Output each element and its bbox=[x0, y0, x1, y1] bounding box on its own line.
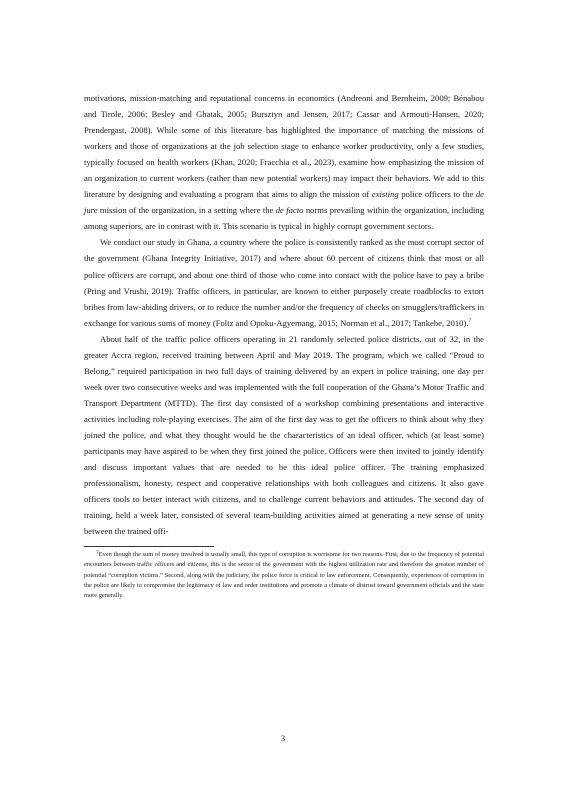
footnote-rule bbox=[84, 546, 214, 547]
footnote-number: 7 bbox=[96, 550, 99, 557]
paragraph-3: About half of the traffic police officers operating in 21 randomly selected police districts, out of 32, in the greater Accra region, received training between April and May 2019. The program, which we called “Proud to Belong,” required participation in two full days of training delivered by an expert in police training, one day per week over two consecutive weeks and was implemented with the full cooperation of the Ghana’s Motor Traffic and Transport Department (MTTD). The first day consisted of a workshop combining presentations and interactive activities including role-playing exercises. The aim of the first day was to get the officers to think about why they joined the police, and what they thought would be the characteristics of an ideal officer, which (at least some) participants may have aspired to be when they first joined the police. Officers were then invited to jointly identify and discuss important values that are needed to be this ideal police officer. The training emphasized professionalism, honesty, respect and cooperative relationships with both colleagues and citizens. It also gave officers tools to better interact with citizens, and to challenge current behaviors and attitudes. The second day of training, held a week later, consisted of several team-building activities aimed at generating a new sense of unity between the trained offi- bbox=[84, 333, 484, 537]
page-number: 3 bbox=[280, 733, 286, 743]
page-body bbox=[84, 90, 484, 601]
paragraph-2: We conduct our study in Ghana, a country where the police is consistently ranked as the most corrupt sector of the government (Ghana Integrity Initiative, 2017) and where about 60 percent of citizens think that most or all police officers are corrupt, and about one third of those who come into contact with the police have to pay a bribe (Pring and Vrushi, 2019). Traffic officers, in particular, are known to either purposely create roadblocks to extort bribes from law-abiding drivers, or to reduce the number and/or the frequency of checks on smugglers/traffickers in exchange for various sums of money (Foltz and Opoku-Agyemang, 2015; Norman et al., 2017; Tankebe, 2010).$^7$ bbox=[84, 237, 484, 328]
footnote-7: 7Even though the sum of money involved is usually small, this type of corruption is worrisome for two reasons. First, due to the frequency of potential encounters between traffic officers and citizens, this is the sector of the government with the highest utilization rate and therefore the greatest number of potential “corruption victims.” Second, along with the judiciary, the police force is critical to law enforcement. Consequently, experiences of corruption in the police are likely to compromise the legitimacy of law and order institutions and promote a climate of distrust toward government officials and the state more generally. bbox=[84, 550, 484, 599]
paragraph-1: motivations, mission-matching and reputational concerns in economics (Andreoni and Bernheim, 2009; Bénabou and Tirole, 2006; Besley and Ghatak, 2005; Bursztyn and Jensen, 2017; Cassar and Armouti-Hansen, 2020; Prendergast, 2008). While some of this literature has highlighted the importance of matching the missions of workers and those of organizations at the job selection stage to enhance worker productivity, only a few studies, typically focused on health workers (Khan, 2020; Fracchia et al., 2023), examine how emphasizing the mission of an organization to current workers (rather than new potential workers) may impact their behaviors. We add to this literature by designing and evaluating a program that aims to align the mission of existing police officers to the de jure mission of the organization, in a setting where the de facto norms prevailing within the organization, including among superiors, are in contrast with it. This scenario is typical in highly corrupt government sectors. bbox=[84, 93, 484, 232]
footnote-mark: 7 bbox=[468, 317, 472, 324]
